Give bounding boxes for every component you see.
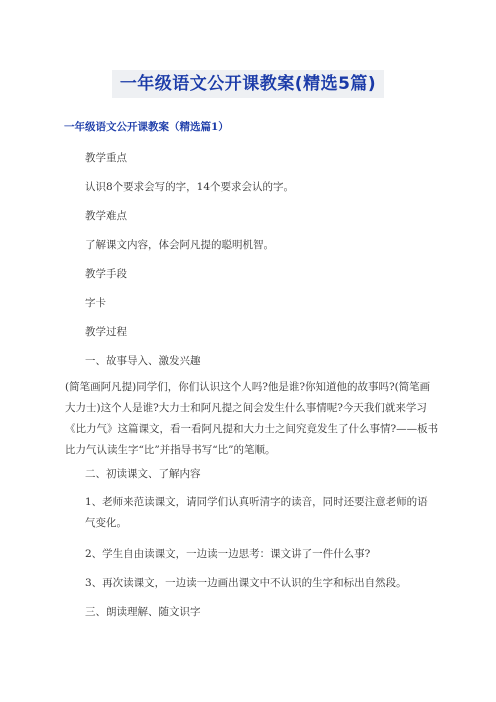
paragraph-teaching-focus: 认识8个要求会写的字，14个要求会认的字。 <box>85 181 295 193</box>
paragraph-section-three: 三、朗读理解、随文识字 <box>85 606 201 618</box>
paragraph-story-intro: (简笔画阿凡提)同学们，你们认识这个人吗?他是谁?你知道他的故事吗?(简笔画大力士)这个人是谁?大力士和阿凡提之间会发生什么事情呢?今天我们就来学习《比力气》这篇课文，看一看阿凡提和大力士之间究竟发生了什么事情?——板书比力气认读生字“比”并指导书写“比”的笔顺。 <box>65 381 439 456</box>
paragraph-teaching-process-label: 教学过程 <box>85 326 127 338</box>
paragraph-teaching-means-label: 教学手段 <box>85 268 127 280</box>
section-heading: 一年级语文公开课教案（精选篇1） <box>64 121 229 133</box>
paragraph-step-two: 2、学生自由读课文，一边读一边思考：课文讲了一件什么事? <box>85 548 371 560</box>
paragraph-teaching-means: 字卡 <box>85 297 106 309</box>
paragraph-teaching-focus-label: 教学重点 <box>85 152 127 164</box>
paragraph-teaching-difficulty: 了解课文内容，体会阿凡提的聪明机智。 <box>85 239 274 251</box>
paragraph-section-one: 一、故事导入、激发兴趣 <box>85 355 201 367</box>
paragraph-section-two: 二、初读课文、了解内容 <box>85 468 201 480</box>
paragraph-step-one: 1、老师来范读课文，请同学们认真听清字的读音，同时还要注意老师的语气变化。 <box>85 496 428 529</box>
document-title: 一年级语文公开课教案(精选5篇) <box>112 70 384 98</box>
paragraph-step-three: 3、再次读课文，一边读一边画出课文中不认识的生字和标出自然段。 <box>85 577 407 589</box>
title-container <box>0 70 496 98</box>
paragraph-teaching-difficulty-label: 教学难点 <box>85 210 127 222</box>
